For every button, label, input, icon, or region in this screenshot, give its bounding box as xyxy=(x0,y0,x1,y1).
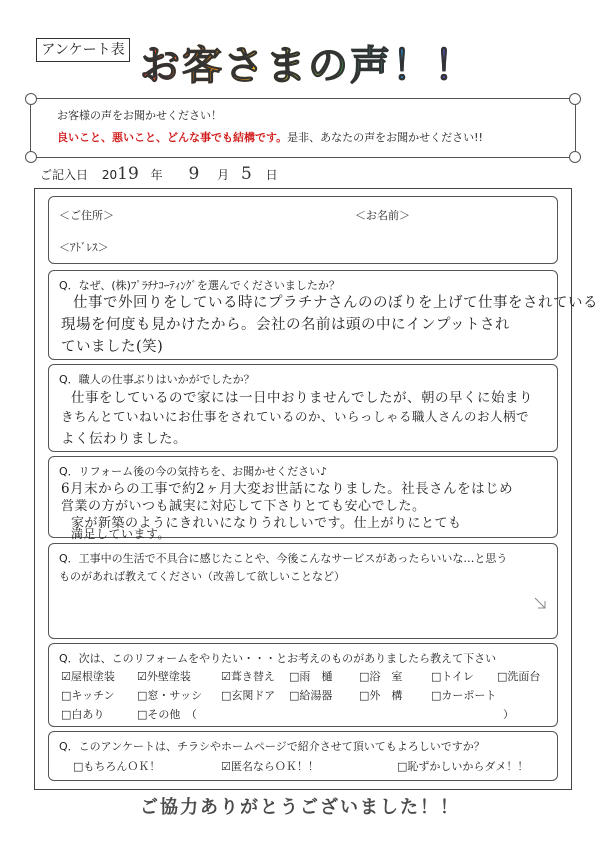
option-label: 雨 樋 xyxy=(299,670,333,683)
q3-box xyxy=(48,456,558,541)
scroll-curl-icon xyxy=(25,151,37,163)
checkbox-icon: □ xyxy=(289,689,300,702)
checkbox-icon: ☑ xyxy=(61,670,71,683)
scroll-curl-icon xyxy=(569,151,581,163)
permission-anonymous[interactable] xyxy=(221,758,319,774)
intro-line1: お客様の声をお聞かせください！ xyxy=(57,109,222,122)
date-label: ご記入日 xyxy=(40,168,89,182)
checkbox-icon: □ xyxy=(73,760,84,773)
option-window-sash[interactable] xyxy=(137,687,202,703)
q3-answer-line: 営業の方がいつも誠実に対応して下さりとても安心でした。 xyxy=(61,499,426,514)
name-label: ＜お名前＞ xyxy=(355,209,410,222)
q3-answer-line: 家が新築のようにきれいになりうれしいです。仕上がりにとても xyxy=(71,516,462,531)
option-label: 窓・サッシ xyxy=(147,689,203,702)
q2-answer-line: きちんとていねいにお仕事をされているのか、いらっしゃる職人さんのお人柄で xyxy=(61,409,530,424)
option-label: カーポート xyxy=(441,689,497,702)
intro-scroll xyxy=(30,98,576,158)
option-gutter[interactable] xyxy=(289,668,332,684)
q4-box xyxy=(48,543,558,639)
address-label: ＜ご住所＞ xyxy=(59,209,114,222)
checkbox-icon: □ xyxy=(359,689,370,702)
q5-box xyxy=(48,643,558,727)
checkbox-icon: ☑ xyxy=(137,670,147,683)
checkbox-icon: □ xyxy=(137,708,148,721)
option-label: 匿名ならＯＫ！！ xyxy=(230,760,319,773)
survey-tag: アンケート表 xyxy=(36,38,130,62)
q4-question-line2: ものがあれば教えてください（改善して欲しいことなど） xyxy=(59,570,345,583)
option-other[interactable] xyxy=(137,706,197,722)
option-label: 給湯器 xyxy=(299,689,333,702)
option-label: その他 （ xyxy=(147,708,197,721)
option-bathroom[interactable] xyxy=(359,668,402,684)
permission-no[interactable] xyxy=(397,758,528,774)
option-label: 屋根塗装 xyxy=(70,670,115,683)
option-label: 恥ずかしいからダメ！！ xyxy=(407,760,529,773)
option-label: 浴 室 xyxy=(369,670,403,683)
q5-question: Q．次は、このリフォームをやりたい・・・とお考えのものがありましたら教えて下さい xyxy=(59,652,497,665)
headline: お客さまの声！！ xyxy=(140,34,476,91)
option-carport[interactable] xyxy=(431,687,496,703)
option-label: 白あり xyxy=(71,708,105,721)
customer-box xyxy=(48,196,558,264)
option-washbasin[interactable] xyxy=(497,668,540,684)
q3-question: Q．リフォーム後の今の気持ちを、お聞かせください♪ xyxy=(59,465,328,478)
other-close-paren: ） xyxy=(503,708,514,721)
option-label: もちろんＯＫ！ xyxy=(83,760,161,773)
checkbox-icon: □ xyxy=(397,760,408,773)
address2-label: ＜ｱﾄﾞﾚｽ＞ xyxy=(59,241,109,254)
year-prefix: 20 xyxy=(101,168,118,182)
thanks-message: ご協力ありがとうございました！！ xyxy=(140,797,460,818)
intro-rest: 是非、あなたの声をお聞かせください!! xyxy=(287,131,483,144)
q4-question: Q．工事中の生活で不具合に感じたことや、今後こんなサービスがあったらいいな…と思う xyxy=(59,552,508,565)
option-water-heater[interactable] xyxy=(289,687,332,703)
checkbox-icon: □ xyxy=(61,708,72,721)
q2-answer-line: 仕事をしているので家には一日中おりませんでしたが、朝の早くに始まり xyxy=(71,390,533,406)
q2-answer-line: よく伝わりました。 xyxy=(61,431,187,447)
permission-ok[interactable] xyxy=(73,758,160,774)
checkbox-icon: □ xyxy=(431,670,442,683)
checkbox-icon: □ xyxy=(289,670,300,683)
option-toilet[interactable] xyxy=(431,668,474,684)
q3-answer-line: 6月末からの工事で約2ヶ月大変お世話になりました。社長さんをはじめ xyxy=(61,481,514,497)
option-label: 外壁塗装 xyxy=(146,670,191,683)
option-label: 葺き替え xyxy=(230,670,275,683)
checkbox-icon: □ xyxy=(431,689,442,702)
checkbox-icon: □ xyxy=(137,689,148,702)
day-value: 5 xyxy=(240,164,252,184)
checkbox-icon: ☑ xyxy=(221,670,231,683)
scroll-curl-icon xyxy=(569,93,581,105)
q1-answer-line: 現場を何度も見かけたから。会社の名前は頭の中にインプットされ xyxy=(61,317,510,333)
option-exterior[interactable] xyxy=(359,687,402,703)
q6-question: Q．このアンケートは、チラシやホームページで紹介させて頂いてもよろしいですか？ xyxy=(59,740,485,753)
q2-question: Q．職人の仕事ぶりはいかがでしたか？ xyxy=(59,373,255,386)
option-front-door[interactable] xyxy=(221,687,275,703)
year-unit: 年 xyxy=(150,168,163,182)
checkbox-icon: ☑ xyxy=(221,760,231,773)
checkbox-icon: □ xyxy=(61,689,72,702)
q3-answer-line: 満足しています。 xyxy=(71,527,171,541)
q1-answer-line: 仕事で外回りをしている時にプラチナさんののぼりを上げて仕事をされている xyxy=(73,295,598,311)
checkbox-icon: □ xyxy=(221,689,232,702)
option-roof-painting[interactable] xyxy=(61,668,115,684)
option-label: トイレ xyxy=(441,670,474,683)
scroll-curl-icon xyxy=(25,93,37,105)
year-value: 19 xyxy=(117,164,139,184)
checkbox-icon: □ xyxy=(497,670,508,683)
q1-answer-line: ていました(笑) xyxy=(61,339,164,355)
checkbox-icon: □ xyxy=(359,670,370,683)
option-wall-painting[interactable] xyxy=(137,668,191,684)
option-termites[interactable] xyxy=(61,706,104,722)
q1-question: Q．なぜ、(株)ﾌﾟﾗﾁﾅｺｰﾃｨﾝｸﾞを選んでくださいましたか？ xyxy=(59,279,340,292)
option-label: 玄関ドア xyxy=(231,689,276,702)
option-label: 外 構 xyxy=(369,689,403,702)
month-unit: 月 xyxy=(217,168,230,182)
day-unit: 日 xyxy=(265,168,278,182)
intro-emphasis: 良いこと、悪いこと、どんな事でも結構です。 xyxy=(57,131,288,144)
option-label: キッチン xyxy=(71,689,115,702)
entry-date xyxy=(40,164,278,184)
option-kitchen[interactable] xyxy=(61,687,115,703)
q1-box xyxy=(48,270,598,360)
pen-mark-icon xyxy=(533,596,549,612)
q2-box xyxy=(48,364,558,452)
option-label: 洗面台 xyxy=(507,670,541,683)
option-reroofing[interactable] xyxy=(221,668,275,684)
month-value: 9 xyxy=(188,164,200,184)
intro-line2 xyxy=(57,129,483,145)
q6-box xyxy=(48,731,558,781)
